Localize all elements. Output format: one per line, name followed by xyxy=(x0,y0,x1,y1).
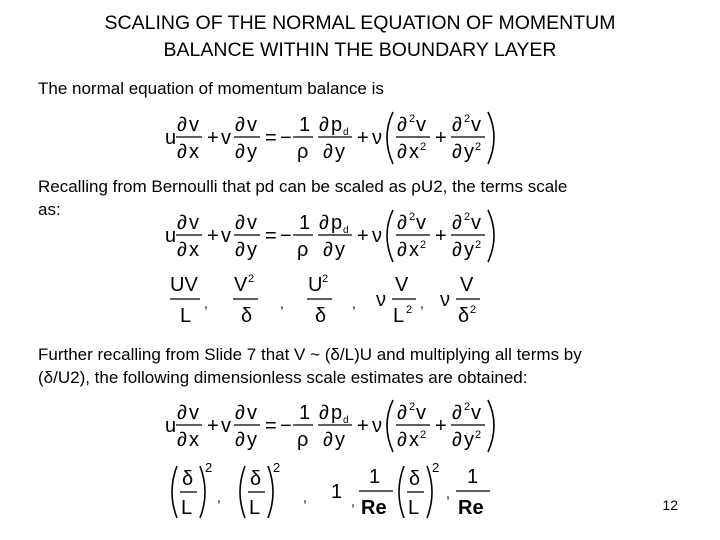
slide-title xyxy=(0,10,720,64)
svg-text:U: U xyxy=(308,274,323,296)
svg-text:v: v xyxy=(189,114,199,136)
svg-text:∂: ∂ xyxy=(177,212,187,234)
svg-text:2: 2 xyxy=(406,304,413,316)
svg-text:δ: δ xyxy=(241,305,253,327)
svg-text:,: , xyxy=(280,295,284,311)
dimensionless-text xyxy=(38,343,698,389)
svg-text:p: p xyxy=(331,212,343,234)
svg-text:Re: Re xyxy=(361,497,387,519)
svg-text:v: v xyxy=(247,402,257,424)
svg-text:x: x xyxy=(409,239,419,261)
svg-text:=: = xyxy=(265,415,277,437)
svg-text:v: v xyxy=(189,402,199,424)
svg-text:ν: ν xyxy=(372,127,382,149)
svg-text:V: V xyxy=(395,274,409,296)
svg-text:1: 1 xyxy=(299,114,311,136)
svg-text:∂: ∂ xyxy=(235,141,245,163)
dimensionless-estimates xyxy=(165,458,495,522)
svg-text:v: v xyxy=(471,402,481,424)
bernoulli-text-line-1: Recalling from Bernoulli that pd can be scaled as ρU2, the terms scale xyxy=(38,177,568,196)
svg-text:1: 1 xyxy=(467,466,479,488)
slide-number: 12 xyxy=(662,497,678,513)
svg-text:2: 2 xyxy=(409,211,416,223)
svg-text:∂: ∂ xyxy=(397,212,407,234)
svg-text:∂: ∂ xyxy=(177,429,187,451)
svg-text:L: L xyxy=(249,497,261,519)
title-line-1: SCALING OF THE NORMAL EQUATION OF MOMENTUM xyxy=(104,12,616,34)
svg-text:−: − xyxy=(280,225,292,247)
dimensionless-text-line-2: (δ/U2), the following dimensionless scale estimates are obtained: xyxy=(38,368,528,387)
svg-text:∂: ∂ xyxy=(235,402,245,424)
svg-text:2: 2 xyxy=(273,460,281,475)
svg-text:ν: ν xyxy=(372,415,382,437)
svg-text:V: V xyxy=(234,274,248,296)
svg-text:δ: δ xyxy=(315,305,327,327)
svg-text:,: , xyxy=(352,295,356,311)
svg-text:L: L xyxy=(393,305,405,327)
svg-text:y: y xyxy=(335,429,345,451)
svg-text:1: 1 xyxy=(299,402,311,424)
svg-text:2: 2 xyxy=(464,211,471,223)
svg-text:p: p xyxy=(331,402,343,424)
svg-text:2: 2 xyxy=(409,113,416,125)
svg-text:∂: ∂ xyxy=(452,402,462,424)
svg-text:∂: ∂ xyxy=(397,402,407,424)
svg-text:x: x xyxy=(189,239,199,261)
svg-text:∂: ∂ xyxy=(319,212,329,234)
svg-text:d: d xyxy=(343,225,349,236)
svg-text:ν: ν xyxy=(372,225,382,247)
svg-text:+: + xyxy=(207,127,219,149)
svg-text:+: + xyxy=(357,225,369,247)
svg-text:2: 2 xyxy=(432,460,440,475)
svg-text:∂: ∂ xyxy=(235,212,245,234)
svg-text:x: x xyxy=(409,429,419,451)
svg-text:1: 1 xyxy=(369,466,381,488)
svg-text:2: 2 xyxy=(475,239,482,251)
svg-text:∂: ∂ xyxy=(177,141,187,163)
svg-text:−: − xyxy=(280,127,292,149)
bernoulli-text-line-2: as: xyxy=(38,200,61,219)
svg-text:δ: δ xyxy=(182,468,194,490)
svg-text:u: u xyxy=(165,225,177,247)
svg-text:2: 2 xyxy=(205,460,213,475)
svg-text:∂: ∂ xyxy=(452,114,462,136)
svg-text:2: 2 xyxy=(475,141,482,153)
svg-text:−: − xyxy=(280,415,292,437)
svg-text:∂: ∂ xyxy=(452,429,462,451)
svg-text:d: d xyxy=(343,127,349,138)
svg-text:,: , xyxy=(446,485,450,501)
svg-text:+: + xyxy=(357,127,369,149)
svg-text:v: v xyxy=(471,114,481,136)
svg-text:=: = xyxy=(265,225,277,247)
svg-text:2: 2 xyxy=(464,113,471,125)
svg-text:v: v xyxy=(471,212,481,234)
svg-text:2: 2 xyxy=(420,239,427,251)
normal-momentum-equation-2 xyxy=(165,206,505,266)
svg-text:UV: UV xyxy=(170,274,198,296)
svg-text:∂: ∂ xyxy=(319,114,329,136)
dimensionless-text-line-1: Further recalling from Slide 7 that V ~ (δ/L)U and multiplying all terms by xyxy=(38,345,582,364)
svg-text:2: 2 xyxy=(470,304,477,316)
svg-text:∂: ∂ xyxy=(235,114,245,136)
svg-text:ρ: ρ xyxy=(297,429,309,451)
svg-text:+: + xyxy=(357,415,369,437)
svg-text:+: + xyxy=(207,225,219,247)
svg-text:=: = xyxy=(265,127,277,149)
svg-text:p: p xyxy=(331,114,343,136)
svg-text:x: x xyxy=(409,141,419,163)
svg-text:v: v xyxy=(221,225,231,247)
svg-text:2: 2 xyxy=(475,429,482,441)
svg-text:ρ: ρ xyxy=(297,141,309,163)
svg-text:∂: ∂ xyxy=(397,429,407,451)
svg-text:∂: ∂ xyxy=(452,141,462,163)
svg-text:2: 2 xyxy=(248,273,255,285)
svg-text:,: , xyxy=(217,489,221,505)
svg-text:V: V xyxy=(460,274,474,296)
svg-text:y: y xyxy=(247,239,257,261)
svg-text:d: d xyxy=(343,415,349,426)
svg-text:ρ: ρ xyxy=(297,239,309,261)
normal-momentum-equation-1 xyxy=(165,108,505,168)
svg-text:+: + xyxy=(435,127,447,149)
title-line-2: BALANCE WITHIN THE BOUNDARY LAYER xyxy=(163,39,557,61)
svg-text:y: y xyxy=(247,429,257,451)
svg-text:1: 1 xyxy=(331,481,343,503)
svg-text:∂: ∂ xyxy=(452,212,462,234)
svg-text:∂: ∂ xyxy=(452,239,462,261)
svg-text:v: v xyxy=(247,212,257,234)
svg-text:L: L xyxy=(408,497,420,519)
svg-text:v: v xyxy=(416,402,426,424)
svg-text:∂: ∂ xyxy=(323,239,333,261)
svg-text:δ: δ xyxy=(250,468,262,490)
svg-text:x: x xyxy=(189,141,199,163)
svg-text:ν: ν xyxy=(376,289,386,311)
svg-text:+: + xyxy=(435,225,447,247)
svg-text:δ: δ xyxy=(409,468,421,490)
svg-text:∂: ∂ xyxy=(177,114,187,136)
svg-text:δ: δ xyxy=(458,305,470,327)
svg-text:+: + xyxy=(207,415,219,437)
svg-text:u: u xyxy=(165,415,177,437)
svg-text:1: 1 xyxy=(299,212,311,234)
svg-text:y: y xyxy=(464,141,474,163)
svg-text:2: 2 xyxy=(322,273,329,285)
svg-text:y: y xyxy=(335,239,345,261)
intro-text: The normal equation of momentum balance is xyxy=(38,79,384,98)
svg-text:∂: ∂ xyxy=(177,402,187,424)
svg-text:2: 2 xyxy=(409,401,416,413)
svg-text:2: 2 xyxy=(464,401,471,413)
svg-text:v: v xyxy=(416,114,426,136)
svg-text:2: 2 xyxy=(420,141,427,153)
svg-text:Re: Re xyxy=(458,497,484,519)
svg-text:L: L xyxy=(180,305,192,327)
svg-text:ν: ν xyxy=(440,289,450,311)
normal-momentum-equation-3 xyxy=(165,396,505,456)
svg-text:x: x xyxy=(189,429,199,451)
svg-text:v: v xyxy=(221,415,231,437)
svg-text:∂: ∂ xyxy=(397,114,407,136)
svg-text:+: + xyxy=(435,415,447,437)
svg-text:∂: ∂ xyxy=(319,402,329,424)
svg-text:∂: ∂ xyxy=(235,429,245,451)
svg-text:L: L xyxy=(181,497,193,519)
svg-text:v: v xyxy=(416,212,426,234)
svg-text:2: 2 xyxy=(420,429,427,441)
svg-text:v: v xyxy=(221,127,231,149)
scale-estimates xyxy=(170,270,490,328)
svg-text:,: , xyxy=(204,295,208,311)
svg-text:,: , xyxy=(420,295,424,311)
svg-text:∂: ∂ xyxy=(397,141,407,163)
svg-text:u: u xyxy=(165,127,177,149)
svg-text:y: y xyxy=(335,141,345,163)
svg-text:∂: ∂ xyxy=(323,141,333,163)
svg-text:,: , xyxy=(351,493,355,509)
svg-text:y: y xyxy=(464,429,474,451)
svg-text:,: , xyxy=(303,489,307,505)
svg-text:v: v xyxy=(247,114,257,136)
svg-text:∂: ∂ xyxy=(177,239,187,261)
svg-text:v: v xyxy=(189,212,199,234)
svg-text:y: y xyxy=(247,141,257,163)
svg-text:∂: ∂ xyxy=(235,239,245,261)
svg-text:∂: ∂ xyxy=(323,429,333,451)
svg-text:y: y xyxy=(464,239,474,261)
svg-text:∂: ∂ xyxy=(397,239,407,261)
